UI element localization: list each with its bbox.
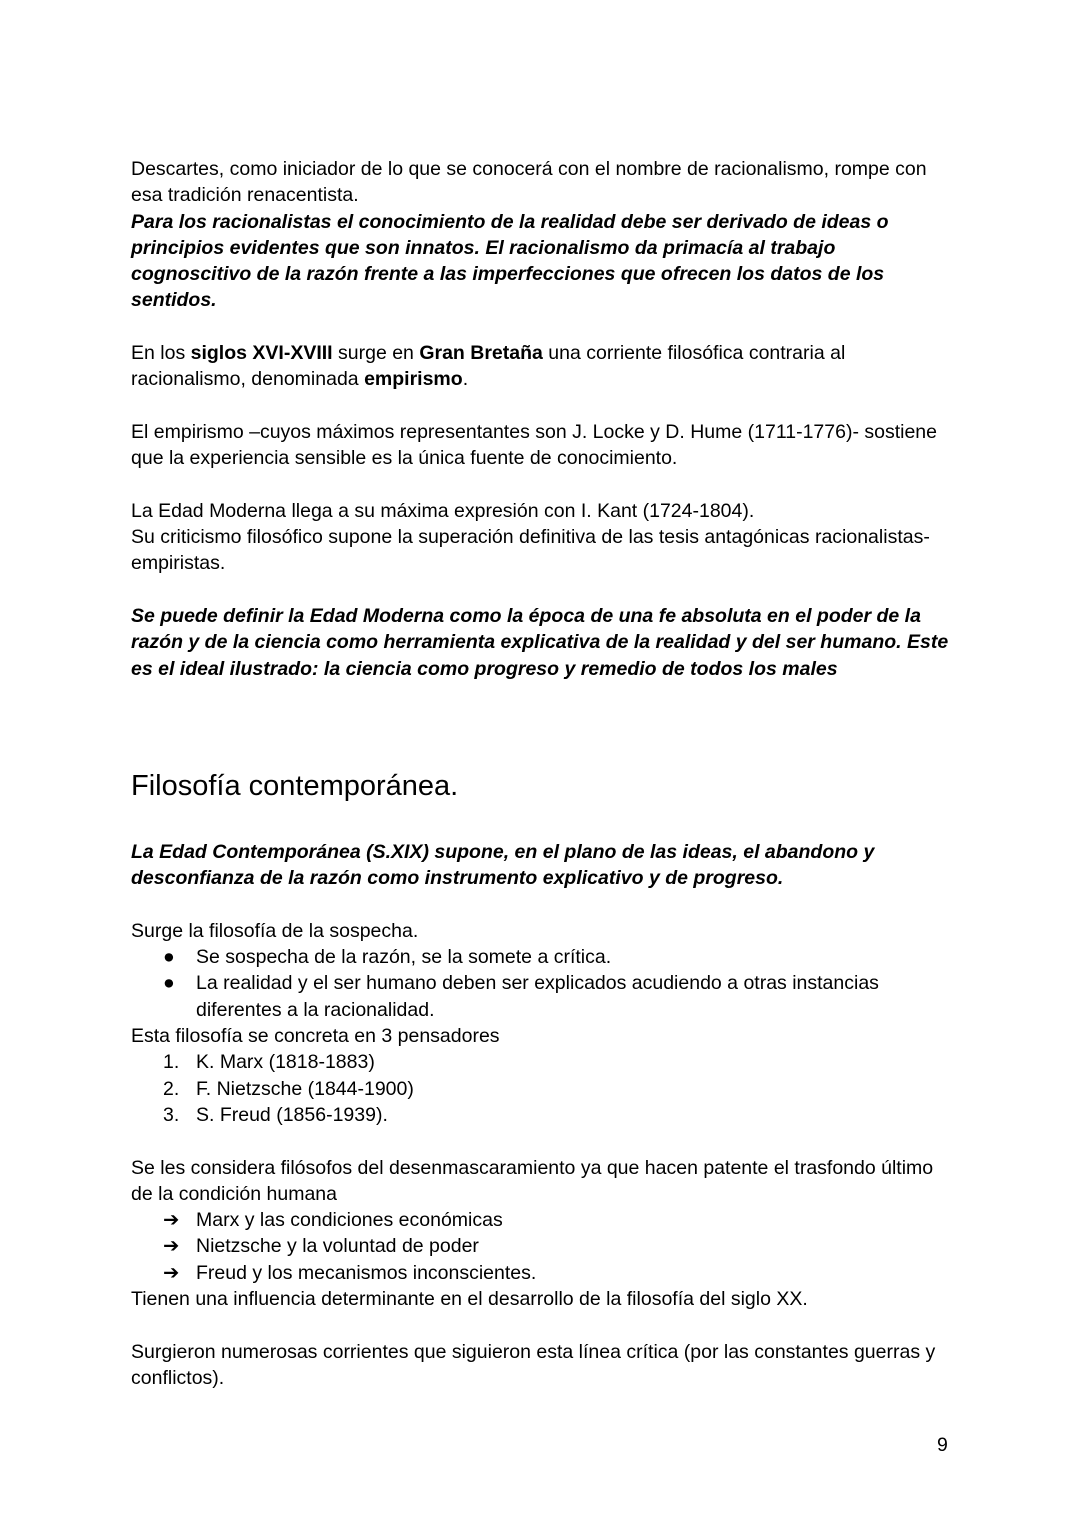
arrow-list [131,1207,951,1286]
list-item [131,1049,951,1075]
paragraph-desenmascaramiento: Se les considera filósofos del desenmascaramiento ya que hacen patente el trasfondo último de la condición humana [131,1156,934,1205]
bullet-icon: ● [163,972,175,995]
list-item-text: Nietzsche y la voluntad de poder [196,1235,479,1258]
list-item-text: S. Freud (1856-1939). [196,1103,388,1126]
list-number: 1. [163,1051,180,1074]
section-heading: Filosofía contemporánea. [131,769,459,802]
list-item-text: Se sospecha de la razón, se la somete a crítica. [196,946,612,969]
list-item-text: F. Nietzsche (1844-1900) [196,1077,414,1100]
list-item-text: Marx y las condiciones económicas [196,1209,503,1232]
list-number: 3. [163,1103,180,1126]
text: En los [131,342,191,365]
list-item [131,944,951,970]
document-page [131,156,951,1391]
paragraph-edad-contemporanea: La Edad Contemporánea (S.XIX) supone, en el plano de las ideas, el abandono y desconfianza de la razón como instrumento explicativo y de progreso. [131,840,875,890]
bullet-icon: ● [163,946,175,969]
paragraph-racionalistas: Para los racionalistas el conocimiento de la realidad debe ser derivado de ideas o principios evidentes que son innatos. El racionalismo da primacía al trabajo cognoscitivo de la razón frente a las imperfecciones que ofrecen los datos de los sentidos. [131,210,889,312]
text: una corriente filosófica contraria al racionalismo, denominada [131,342,846,391]
bold-gran-bretana: Gran Bretaña [419,342,543,365]
bullet-list [131,944,951,1023]
arrow-icon: ➔ [163,1209,180,1232]
paragraph-corrientes: Surgieron numerosas corrientes que siguieron esta línea crítica (por las constantes guerras y conflictos). [131,1340,936,1389]
paragraph-empirismo-origen [131,340,951,393]
page-number: 9 [937,1434,948,1456]
list-item [131,1076,951,1102]
text: surge en [332,342,420,365]
arrow-icon: ➔ [163,1235,180,1258]
list-item-text: K. Marx (1818-1883) [196,1051,375,1074]
paragraph-pensadores: Esta filosofía se concreta en 3 pensadores [131,1025,500,1048]
bold-empirismo: empirismo [364,368,463,391]
list-item [131,1102,951,1128]
paragraph-descartes: Descartes, como iniciador de lo que se conocerá con el nombre de racionalismo, rompe con esa tradición renacentista. [131,158,927,207]
numbered-list [131,1049,951,1128]
list-item [131,970,951,1023]
list-item [131,1207,951,1233]
list-number: 2. [163,1077,180,1100]
list-item [131,1260,951,1286]
text: . [462,368,469,391]
list-item-text: La realidad y el ser humano deben ser explicados acudiendo a otras instancias diferentes a la racionalidad. [196,972,879,1021]
list-item [131,1233,951,1259]
paragraph-empirismo: El empirismo –cuyos máximos representantes son J. Locke y D. Hume (1711-1776)- sostiene que la experiencia sensible es la única fuente de conocimiento. [131,420,937,470]
arrow-icon: ➔ [163,1261,180,1284]
paragraph-criticismo: Su criticismo filosófico supone la superación definitiva de las tesis antagónicas racionalistas-empiristas. [131,526,930,575]
paragraph-sospecha: Surge la filosofía de la sospecha. [131,919,419,942]
bold-siglos: siglos XVI-XVIII [190,342,333,365]
paragraph-edad-moderna: Se puede definir la Edad Moderna como la época de una fe absoluta en el poder de la razón y de la ciencia como herramienta explicativa de la realidad y del ser humano. Este es el ideal ilustrado: la ciencia como progreso y remedio de todos los males [131,605,949,680]
list-item-text: Freud y los mecanismos inconscientes. [196,1261,537,1284]
paragraph-kant: La Edad Moderna llega a su máxima expresión con I. Kant (1724-1804). [131,499,755,522]
paragraph-influencia: Tienen una influencia determinante en el desarrollo de la filosofía del siglo XX. [131,1287,808,1310]
